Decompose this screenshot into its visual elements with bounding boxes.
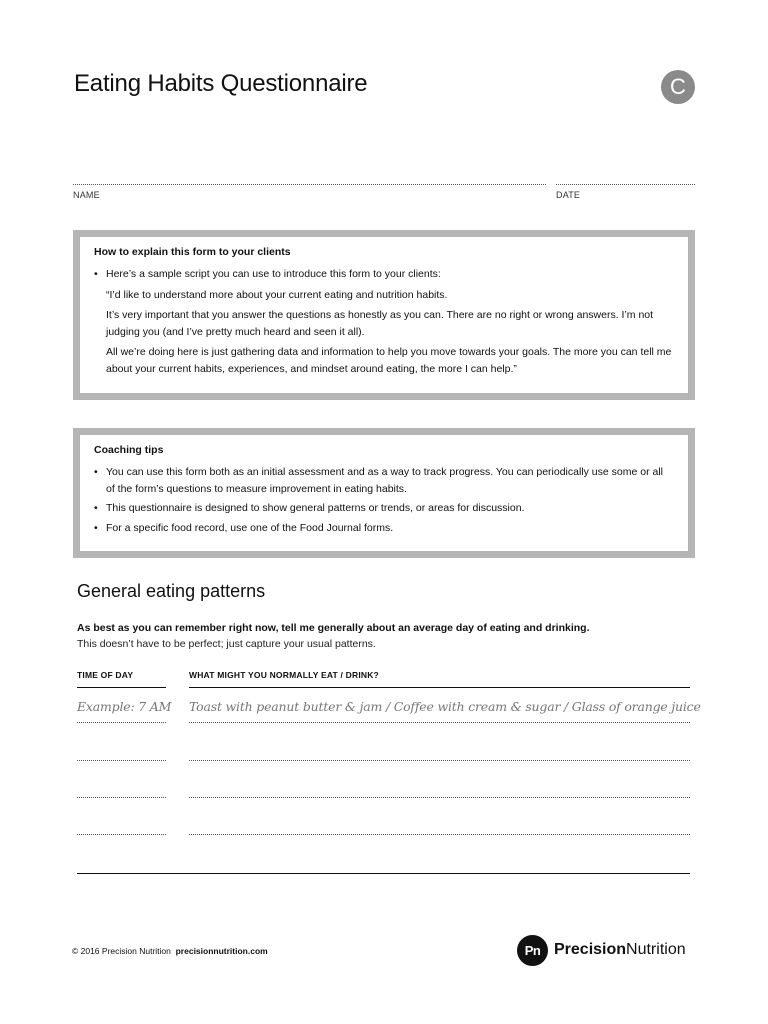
explain-script-para-2: It’s very important that you answer the questions as honestly as you can. There are no right or wrong answers. I’m not judging you (and I’ve pretty much heard and seen it all). [106, 309, 654, 338]
explain-box [73, 230, 695, 400]
logo-word-regular: Nutrition [626, 941, 686, 958]
pn-logo-icon: Pn [517, 935, 548, 966]
food-entry-line[interactable] [189, 722, 690, 723]
page-title: Eating Habits Questionnaire [74, 70, 368, 97]
footer-url[interactable]: precisionnutrition.com [175, 946, 268, 956]
section-intro: This doesn’t have to be perfect; just capture your usual patterns. [77, 638, 376, 650]
logo-wordmark [554, 941, 686, 959]
explain-script-para-3: All we’re doing here is just gathering data and information to help you move towards your goals. The more you can tell me about your current habits, experiences, and mindset around eating, the more I can help.” [106, 346, 672, 375]
table-bottom-rule [77, 873, 690, 874]
food-entry-line[interactable] [189, 834, 690, 835]
example-food: Toast with peanut butter & jam / Coffee with cream & sugar / Glass of orange juice [189, 699, 701, 714]
food-entry-line[interactable] [189, 797, 690, 798]
example-time: Example: 7 AM [77, 699, 172, 714]
section-title: General eating patterns [77, 581, 266, 601]
time-entry-line[interactable] [77, 834, 166, 835]
column-header-food: WHAT MIGHT YOU NORMALLY EAT / DRINK? [189, 670, 379, 680]
name-label: NAME [73, 190, 100, 200]
date-field-line[interactable] [556, 184, 695, 185]
time-entry-line[interactable] [77, 722, 166, 723]
column-header-time: TIME OF DAY [77, 670, 134, 680]
explain-bullet: • Here’s a sample script you can use to introduce this form to your clients: [94, 266, 674, 283]
logo-word-bold: Precision [554, 941, 627, 958]
coaching-tips-box [73, 428, 695, 558]
copyright: © 2016 Precision Nutrition [72, 946, 171, 956]
table-header-rule [189, 687, 690, 688]
explain-box-heading: How to explain this form to your clients [94, 246, 291, 258]
name-field-line[interactable] [73, 184, 546, 185]
table-header-rule [77, 687, 166, 688]
food-entry-line[interactable] [189, 760, 690, 761]
time-entry-line[interactable] [77, 797, 166, 798]
section-intro-bold: As best as you can remember right now, tell me generally about an average day of eating and drinking. [77, 622, 590, 634]
form-letter-badge: C [661, 70, 695, 104]
footer [72, 946, 268, 956]
date-label: DATE [556, 190, 581, 200]
tips-bullet: • This questionnaire is designed to show general patterns or trends, or areas for discussion. [94, 500, 674, 517]
precision-nutrition-logo [517, 934, 686, 966]
tips-bullet: • You can use this form both as an initial assessment and as a way to track progress. You can periodically use some or all of the form’s questions to measure improvement in eating habits. [94, 464, 674, 497]
time-entry-line[interactable] [77, 760, 166, 761]
coaching-tips-heading: Coaching tips [94, 444, 164, 456]
explain-script-para-1: “I’d like to understand more about your current eating and nutrition habits. [106, 288, 448, 301]
tips-bullet: • For a specific food record, use one of the Food Journal forms. [94, 520, 674, 537]
